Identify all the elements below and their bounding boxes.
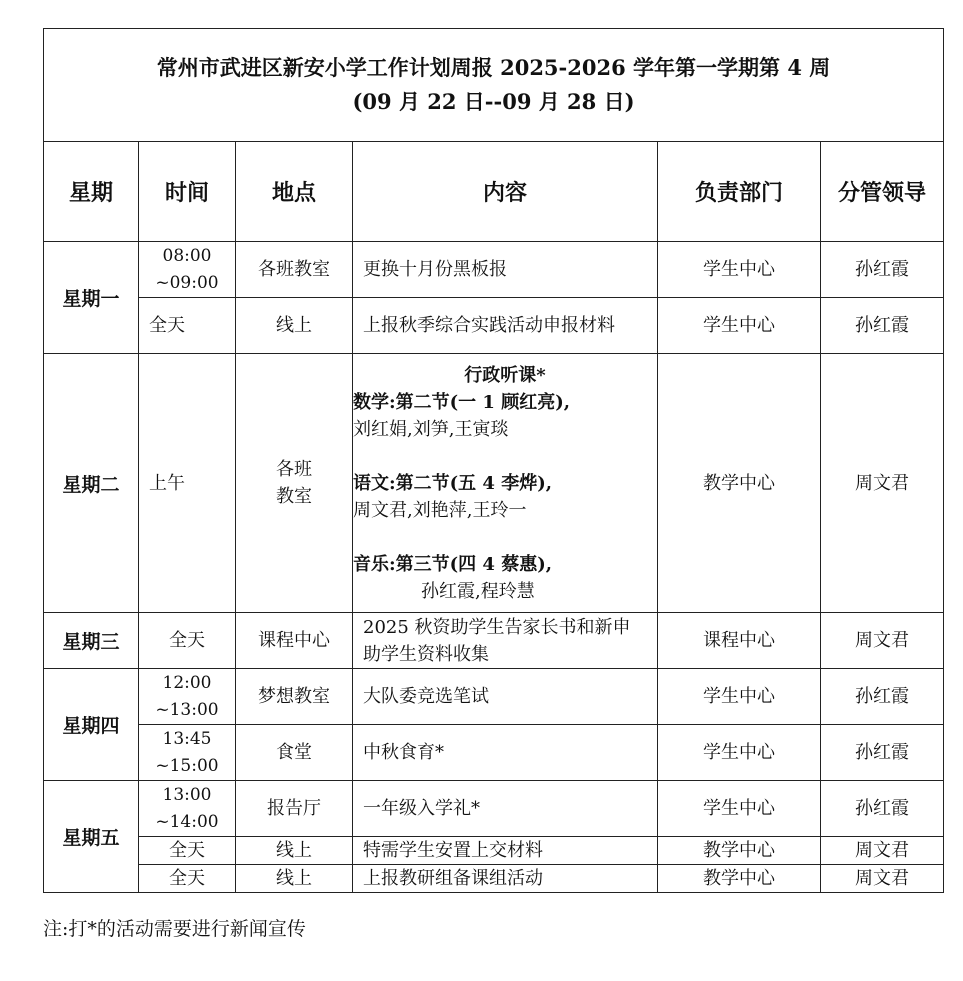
time-end: ~15:00 — [155, 755, 219, 776]
header-leader: 分管领导 — [821, 142, 944, 242]
table-row — [44, 837, 944, 865]
time-cell — [139, 725, 236, 781]
weekday-wednesday: 星期三 — [44, 613, 139, 669]
leader-cell: 周文君 — [821, 613, 944, 669]
leader-cell: 周文君 — [821, 865, 944, 893]
math-lesson: 数学:第二节(一 1 顾红亮), — [353, 391, 571, 413]
department-cell: 教学中心 — [658, 837, 821, 865]
time-cell: 上午 — [139, 354, 236, 613]
place-line: 各班 — [276, 459, 312, 480]
time-cell — [139, 669, 236, 725]
music-lesson: 音乐:第三节(四 4 蔡惠), — [353, 553, 553, 575]
content-cell: 更换十月份黑板报 — [353, 242, 658, 298]
department-cell: 学生中心 — [658, 725, 821, 781]
table-row — [44, 298, 944, 354]
content-cell — [353, 613, 658, 669]
leader-cell: 孙红霞 — [821, 298, 944, 354]
department-cell: 教学中心 — [658, 354, 821, 613]
place-cell: 线上 — [236, 865, 353, 893]
time-cell: 全天 — [139, 837, 236, 865]
time-start: 13:00 — [162, 784, 212, 805]
table-row — [44, 354, 944, 613]
place-cell: 报告厅 — [236, 781, 353, 837]
content-cell: 一年级入学礼* — [353, 781, 658, 837]
content-cell — [353, 354, 658, 613]
time-cell: 全天 — [139, 298, 236, 354]
table-row — [44, 865, 944, 893]
header-row — [44, 142, 944, 242]
music-observers: 孙红霞,程玲慧 — [421, 580, 535, 602]
header-time: 时间 — [139, 142, 236, 242]
weekday-friday: 星期五 — [44, 781, 139, 893]
date-range: (09 月 22 日--09 月 28 日) — [352, 89, 635, 114]
weekly-plan-table — [43, 28, 944, 893]
content-cell: 特需学生安置上交材料 — [353, 837, 658, 865]
weekday-thursday: 星期四 — [44, 669, 139, 781]
time-cell: 全天 — [139, 613, 236, 669]
table-row — [44, 669, 944, 725]
leader-cell: 孙红霞 — [821, 781, 944, 837]
time-start: 13:45 — [162, 728, 212, 749]
place-cell: 线上 — [236, 837, 353, 865]
math-observers: 刘红娟,刘笋,王寅琰 — [353, 418, 509, 440]
table-row — [44, 725, 944, 781]
lesson-heading: 行政听课* — [464, 364, 546, 386]
header-weekday: 星期 — [44, 142, 139, 242]
place-cell — [236, 354, 353, 613]
place-cell: 各班教室 — [236, 242, 353, 298]
time-end: ~09:00 — [155, 272, 219, 293]
chinese-lesson: 语文:第二节(五 4 李烨), — [353, 472, 553, 494]
header-department: 负责部门 — [658, 142, 821, 242]
time-end: ~13:00 — [155, 699, 219, 720]
time-cell: 全天 — [139, 865, 236, 893]
department-cell: 学生中心 — [658, 669, 821, 725]
content-line: 助学生资料收集 — [363, 643, 489, 665]
place-cell: 食堂 — [236, 725, 353, 781]
leader-cell: 孙红霞 — [821, 669, 944, 725]
department-cell: 教学中心 — [658, 865, 821, 893]
place-line: 教室 — [276, 486, 312, 507]
content-cell: 中秋食育* — [353, 725, 658, 781]
time-start: 08:00 — [162, 245, 212, 266]
time-start: 12:00 — [162, 672, 212, 693]
content-cell: 上报教研组备课组活动 — [353, 865, 658, 893]
department-cell: 学生中心 — [658, 242, 821, 298]
department-cell: 课程中心 — [658, 613, 821, 669]
place-cell: 课程中心 — [236, 613, 353, 669]
chinese-observers: 周文君,刘艳萍,王玲一 — [353, 499, 527, 521]
weekday-monday: 星期一 — [44, 242, 139, 354]
table-row — [44, 613, 944, 669]
header-place: 地点 — [236, 142, 353, 242]
leader-cell: 周文君 — [821, 354, 944, 613]
table-row — [44, 242, 944, 298]
place-cell: 梦想教室 — [236, 669, 353, 725]
leader-cell: 孙红霞 — [821, 725, 944, 781]
page-title: 常州市武进区新安小学工作计划周报 2025-2026 学年第一学期第 4 周 — [156, 55, 831, 80]
content-line: 2025 秋资助学生告家长书和新申 — [363, 616, 631, 638]
footnote: 注:打*的活动需要进行新闻宣传 — [43, 918, 306, 940]
time-end: ~14:00 — [155, 811, 219, 832]
time-cell — [139, 242, 236, 298]
content-cell: 上报秋季综合实践活动申报材料 — [353, 298, 658, 354]
weekday-tuesday: 星期二 — [44, 354, 139, 613]
table-row — [44, 781, 944, 837]
leader-cell: 周文君 — [821, 837, 944, 865]
time-cell — [139, 781, 236, 837]
place-cell: 线上 — [236, 298, 353, 354]
leader-cell: 孙红霞 — [821, 242, 944, 298]
title-cell — [44, 29, 944, 142]
department-cell: 学生中心 — [658, 298, 821, 354]
content-cell: 大队委竞选笔试 — [353, 669, 658, 725]
department-cell: 学生中心 — [658, 781, 821, 837]
header-content: 内容 — [353, 142, 658, 242]
